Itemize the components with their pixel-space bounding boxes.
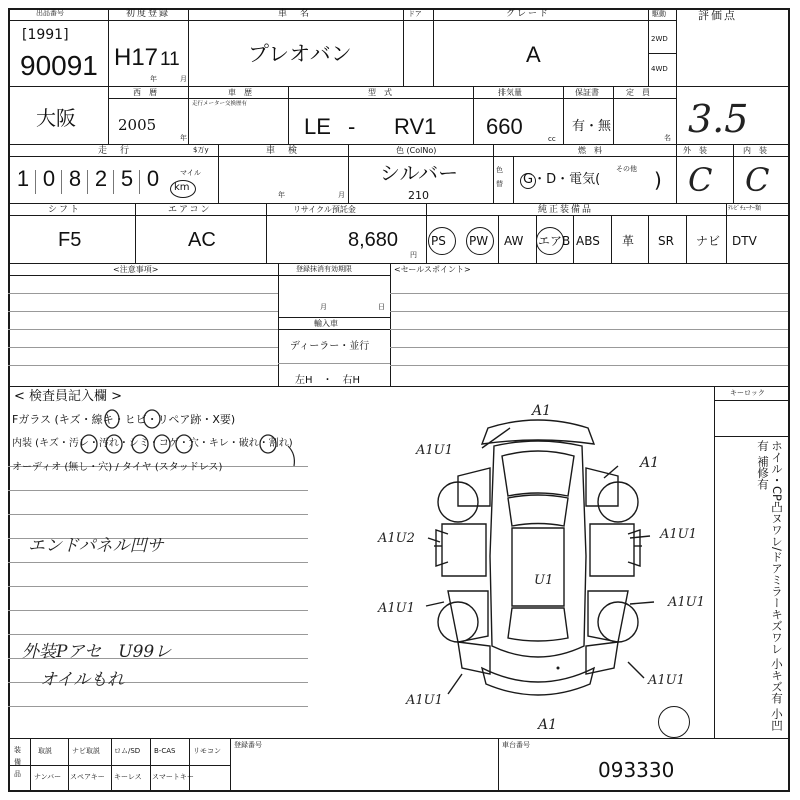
first-reg-label: 初度登録: [126, 9, 171, 19]
first-reg-month: 11: [160, 49, 180, 70]
fuel-value: G・D・電気(: [523, 172, 601, 187]
mileage-digit: 0: [42, 166, 56, 191]
year-unit: 年: [150, 75, 157, 83]
shift-value: F5: [58, 229, 82, 251]
mileage-digits: [10, 168, 170, 196]
mark-front-left: A1U1: [416, 443, 453, 458]
drive-4wd: 4WD: [651, 65, 668, 73]
sales-label: <セールスポイント>: [394, 265, 471, 274]
footer-item-bcas: B-CAS: [154, 747, 176, 755]
damage-legend-vertical: ホイル・CP凸ヌワレ/ドアミラーキズワレ 小キズ有 小凹有 補修有: [756, 440, 784, 731]
recycle-value: 8,680: [348, 229, 399, 251]
warranty-label: 保証書: [575, 88, 599, 97]
regist-day: 日: [378, 303, 385, 311]
mark-roof: U1: [534, 573, 554, 588]
displacement-label: 排気量: [498, 88, 522, 97]
import-label: 輸入車: [314, 319, 338, 328]
mileage-digit: 1: [16, 166, 30, 191]
dealer-label: ディーラー・並行: [290, 341, 370, 352]
exterior-label: 外 装: [683, 146, 707, 155]
door-label: ドア: [408, 10, 422, 18]
mark-back-right: A1U1: [648, 673, 685, 688]
model-label: 型 式: [368, 88, 392, 97]
handwritten-note-2: 外装Pアセ U99レ: [22, 642, 172, 662]
inspection-label: 車 検: [266, 146, 300, 156]
color-value: シルバー: [380, 161, 459, 185]
mileage-digit: 5: [120, 166, 134, 191]
lot-label: 出品番号: [36, 9, 64, 17]
footer-item-manual: 取説: [38, 747, 52, 755]
mark-rear: A1: [538, 717, 558, 733]
history-note: 走行メーター交換歴有: [192, 101, 248, 107]
reg-number-label: 登録番号: [234, 741, 262, 749]
equip-ps: PS: [431, 234, 446, 248]
key-lock-label: キーロック: [730, 389, 765, 397]
drive-label: 駆動: [652, 10, 666, 18]
tv-label: ﾃﾚﾋﾞﾁｭｰﾅｰ類: [728, 205, 762, 212]
tv-value: DTV: [732, 234, 757, 248]
cc-unit: cc: [548, 135, 556, 143]
equip-leather: 革: [622, 234, 635, 248]
handwritten-note-3: オイルもれ: [40, 670, 125, 690]
mark-mid-right: A1U1: [660, 527, 697, 542]
mark-rear-right: A1U1: [668, 595, 705, 610]
location: 大阪: [36, 106, 76, 130]
yen-unit: 円: [410, 251, 417, 259]
warranty-value: 有・無: [572, 119, 612, 134]
mileage-multiplier: $万y: [193, 146, 209, 154]
fuel-other: その他: [616, 165, 637, 173]
first-reg-year: H17: [114, 44, 159, 71]
drive-2wd: 2WD: [651, 35, 668, 43]
shift-label: シフト: [48, 205, 82, 215]
exterior-value: C: [688, 161, 713, 199]
footer-item-spare-key: スペアキー: [70, 773, 105, 781]
inspector-title: < 検査員記入欄 >: [14, 389, 123, 404]
interior-value: C: [745, 161, 770, 199]
handle-label: 左H ・ 右H: [295, 375, 361, 386]
mark-front-right: A1: [640, 455, 660, 471]
regist-label: 登録抹消有効期限: [296, 265, 352, 273]
handwritten-note-1: エンドパネル凹サ: [28, 536, 164, 556]
ac-label: エアコン: [168, 205, 212, 215]
footer-item-number: ナンバー: [34, 773, 62, 781]
grade-value: A: [526, 42, 541, 67]
footer-item-rom: ロム/SD: [114, 747, 141, 755]
capacity-label: 定 員: [626, 88, 650, 97]
mileage-label: 走 行: [98, 146, 132, 156]
car-name-label: 車 名: [278, 9, 312, 19]
mileage-digit: 8: [68, 166, 82, 191]
interior-label: 内 装: [743, 146, 767, 155]
mark-mid-left: A1U2: [378, 531, 415, 546]
lot-year-tag: [1991]: [22, 27, 69, 43]
month-unit: 月: [180, 75, 187, 83]
equip-pw: PW: [469, 234, 489, 248]
model-code: RV1: [394, 114, 437, 139]
mileage-unit-km: km: [174, 182, 190, 193]
displacement: 660: [486, 114, 523, 139]
footer-item-navi-manual: ナビ取説: [72, 747, 100, 755]
key-circle-icon: [658, 706, 690, 738]
glass-scribbles: [92, 408, 172, 432]
ac-value: AC: [188, 229, 216, 251]
chassis-label: 車台番号: [502, 741, 530, 749]
inspector-line-glass: Fガラス (キズ・線キ・ヒビ・リペア跡・X要): [12, 413, 236, 426]
caution-label: <注意事項>: [113, 265, 159, 274]
regist-month: 月: [320, 303, 327, 311]
equip-sr: SR: [658, 234, 674, 248]
model-prefix: LE: [304, 114, 331, 139]
footer-item-smart-key: スマートキー: [152, 773, 194, 781]
lot-number: 90091: [20, 50, 98, 81]
equip-aw: AW: [504, 234, 524, 248]
mark-rear-left: A1U1: [378, 601, 415, 616]
equip-navi: ナビ: [696, 234, 721, 248]
mileage-digit: 2: [94, 166, 108, 191]
western-year-label: 西 暦: [133, 88, 157, 97]
color-change-label: 色替: [496, 166, 503, 188]
score-label: 評価点: [698, 9, 737, 22]
car-diagram: [418, 403, 658, 726]
mileage-unit-mile: マイル: [180, 169, 201, 177]
car-name: プレオバン: [248, 42, 352, 66]
person-unit: 名: [664, 134, 671, 142]
inspection-month-unit: 月: [338, 191, 345, 199]
chassis-number: 093330: [598, 758, 675, 782]
model-dash: -: [348, 114, 356, 139]
western-year: 2005: [118, 116, 157, 134]
recycle-label: リサイクル預託金: [293, 205, 356, 214]
color-label: 色 (ColNo): [396, 146, 437, 155]
equip-label: 純正装備品: [538, 205, 594, 215]
mark-back-left: A1U1: [406, 693, 443, 708]
history-label: 車 歴: [228, 88, 252, 97]
color-code: 210: [408, 189, 429, 202]
auction-sheet: [8, 8, 790, 792]
interior-scribbles: [68, 432, 308, 472]
mileage-digit: 0: [146, 166, 160, 191]
grade-label: グレード: [506, 9, 551, 19]
equip-airbag: エアB: [538, 234, 571, 248]
year-unit-2: 年: [180, 134, 187, 142]
inspector-line-audio: オーディオ (無し・穴) / タイヤ (スタッドレス): [12, 462, 223, 473]
footer-items-label: 装備品: [14, 746, 21, 778]
mark-front: A1: [532, 403, 552, 419]
footer-item-keyless: キーレス: [114, 773, 142, 781]
fuel-label: 燃 料: [578, 146, 602, 155]
inspector-line-interior: 内装 (キズ・汚レ・汚れ・シミ・コゲ・穴・キレ・破れ・割れ): [12, 438, 293, 449]
fuel-close: ): [654, 168, 662, 192]
equip-abs: ABS: [576, 234, 600, 248]
inspection-year-unit: 年: [278, 191, 285, 199]
score-value: 3.5: [688, 97, 749, 141]
footer-item-remote: リモコン: [193, 747, 221, 755]
